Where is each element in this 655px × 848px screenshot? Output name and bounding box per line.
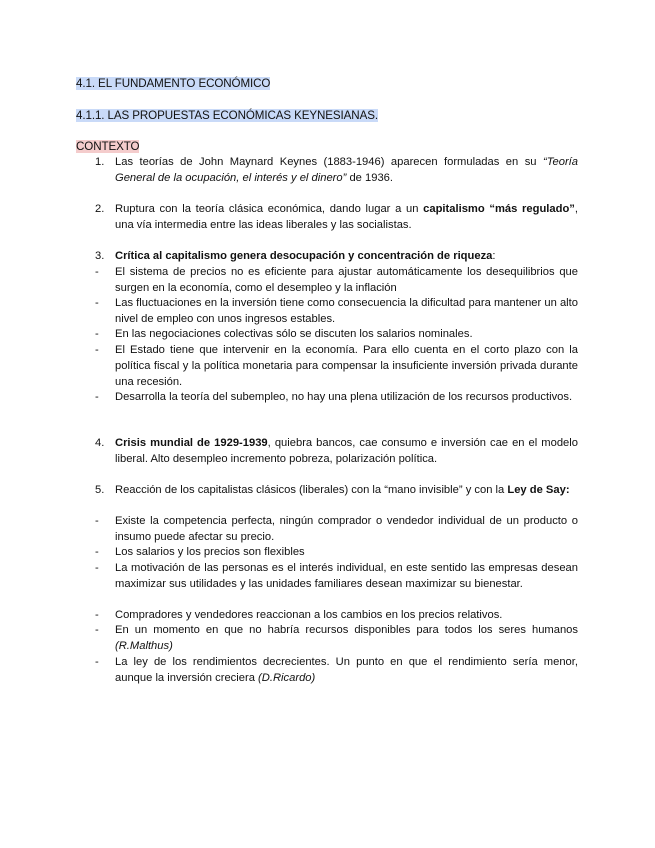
bullet-item <box>95 513 578 545</box>
book-title: “Teoría General de la ocupación, el interés y el dinero” <box>115 156 578 184</box>
bullet-dash: - <box>95 266 99 278</box>
item-body <box>115 482 578 498</box>
bullet-item <box>95 622 578 654</box>
list-item-4 <box>95 435 578 467</box>
bullet-text: Compradores y vendedores reaccionan a los cambios en los precios relativos. <box>115 609 503 621</box>
item-bold-text: Ley de Say: <box>507 484 570 496</box>
bullet-dash: - <box>95 515 99 527</box>
item-body <box>115 154 578 186</box>
list-item-2 <box>95 201 578 233</box>
bullet-dash: - <box>95 656 99 668</box>
bullet-dash: - <box>95 546 99 558</box>
bullet-item <box>95 295 578 327</box>
bullet-dash: - <box>95 624 99 636</box>
bullet-text: Desarrolla la teoría del subempleo, no hay una plena utilización de los recursos productivos. <box>115 391 573 403</box>
heading-text: 4.1. EL FUNDAMENTO ECONÓMICO <box>76 77 271 90</box>
bullet-dash: - <box>95 391 99 403</box>
bullet-item <box>95 264 578 296</box>
list-item-5 <box>95 482 578 498</box>
item-number: 5. <box>95 484 105 496</box>
bullet-item <box>95 560 578 592</box>
author-citation: (D.Ricardo) <box>258 672 316 684</box>
item-bold-text: Crisis mundial de 1929-1939 <box>115 437 268 449</box>
item-number: 3. <box>95 250 105 262</box>
item-text: : <box>492 250 496 262</box>
item-body <box>115 435 578 467</box>
bullet-dash: - <box>95 562 99 574</box>
heading-contexto <box>76 139 139 154</box>
heading-text: CONTEXTO <box>76 140 140 153</box>
bullet-item <box>95 389 578 405</box>
item-number: 1. <box>95 156 105 168</box>
item-bold-text: capitalismo “más regulado” <box>423 203 575 215</box>
bullet-item <box>95 342 578 390</box>
list-item-1 <box>95 154 578 186</box>
item-bold-text: Crítica al capitalismo genera desocupación y concentración de riqueza <box>115 250 493 262</box>
bullet-text: Existe la competencia perfecta, ningún comprador o vendedor individual de un producto o insumo puede afectar su precio. <box>115 515 578 543</box>
bullet-text: El Estado tiene que intervenir en la economía. Para ello cuenta en el corto plazo con la política fiscal y la política monetaria para compensar la insuficiente inversión privada durante una recesión. <box>115 344 578 388</box>
item-text: Reacción de los capitalistas clásicos (liberales) con la “mano invisible” y con la <box>115 484 508 496</box>
heading-fundamento-economico <box>76 76 270 91</box>
item-text: Las teorías de John Maynard Keynes (1883-1946) aparecen formuladas en su <box>115 156 543 168</box>
bullet-text <box>115 622 578 654</box>
bullet-item <box>95 654 578 686</box>
bullet-text: El sistema de precios no es eficiente para ajustar automáticamente los desequilibrios que surgen en la economía, como el desempleo y la inflación <box>115 266 578 294</box>
item-text: , una vía intermedia entre las ideas liberales y las socialistas. <box>115 203 579 231</box>
item-text: , quiebra bancos, cae consumo e inversión cae en el modelo liberal. Alto desempleo incremento pobreza, polarización política. <box>115 437 578 465</box>
bullet-text-part: La ley de los rendimientos decrecientes. Un punto en que el rendimiento sería menor, aunque la inversión creciera <box>115 656 578 684</box>
bullet-dash: - <box>95 609 99 621</box>
heading-propuestas-keynesianas <box>76 108 378 123</box>
bullet-item <box>95 544 578 560</box>
item-text: de 1936. <box>346 172 394 184</box>
item-body <box>115 248 578 264</box>
item-number: 2. <box>95 203 105 215</box>
bullet-text: La motivación de las personas es el interés individual, en este sentido las empresas desean maximizar sus utilidades y las unidades familiares desean maximizar su bienestar. <box>115 562 578 590</box>
bullet-item <box>95 326 578 342</box>
item-body <box>115 201 578 233</box>
bullet-dash: - <box>95 344 99 356</box>
bullet-text <box>115 654 578 686</box>
bullet-text: Los salarios y los precios son flexibles <box>115 546 305 558</box>
heading-text: 4.1.1. LAS PROPUESTAS ECONÓMICAS KEYNESIANAS. <box>76 109 378 122</box>
bullet-text: En las negociaciones colectivas sólo se discuten los salarios nominales. <box>115 328 473 340</box>
bullet-dash: - <box>95 328 99 340</box>
list-item-3 <box>95 248 578 264</box>
item-text: Ruptura con la teoría clásica económica, dando lugar a un <box>115 203 424 215</box>
bullet-item <box>95 607 578 623</box>
bullet-text-part: En un momento en que no habría recursos disponibles para todos los seres humanos <box>115 624 578 636</box>
bullet-text: Las fluctuaciones en la inversión tiene como consecuencia la dificultad para mantener un alto nivel de empleo con unos ingresos estables. <box>115 297 578 325</box>
item-number: 4. <box>95 437 105 449</box>
bullet-dash: - <box>95 297 99 309</box>
author-citation: (R.Malthus) <box>115 640 173 652</box>
